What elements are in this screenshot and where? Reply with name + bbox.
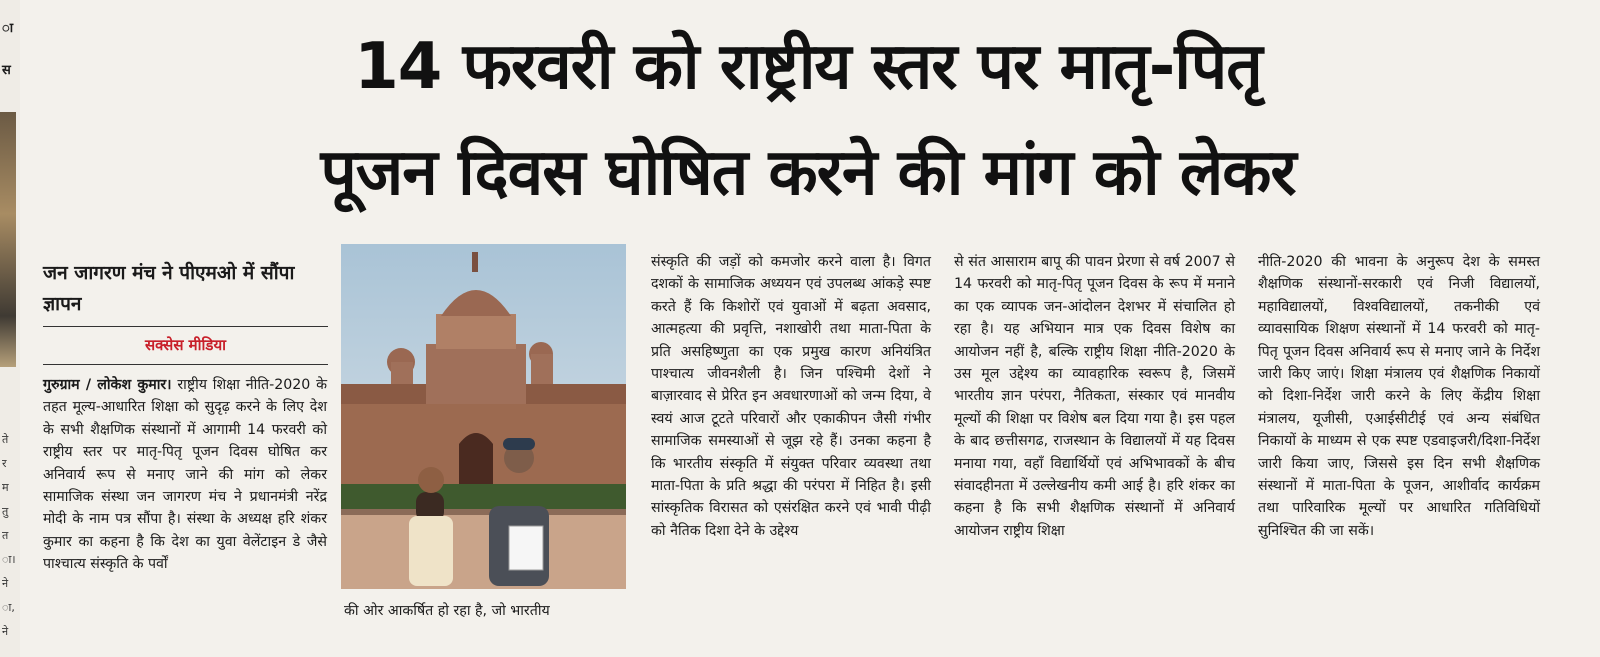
headline xyxy=(28,14,1588,226)
adjacent-photo xyxy=(0,112,16,367)
fragment: ने xyxy=(2,625,9,638)
headline-line-1: 14 फरवरी को राष्ट्रीय स्तर पर मातृ-पितृ xyxy=(354,30,1262,104)
divider xyxy=(43,364,328,365)
byline: गुरुग्राम / लोकेश कुमार। xyxy=(43,377,172,393)
fragment: स xyxy=(2,63,11,78)
fragment: ा, xyxy=(2,601,15,614)
adjacent-article-strip xyxy=(0,0,20,657)
fragment: म xyxy=(2,481,9,494)
article-column-5: नीति-2020 की भावना के अनुरूप देश के समस्त शैक्षणिक संस्थानों-सरकारी एवं निजी विद्यालयों, महाविद्यालयों, विश्वविद्यालयों, तकनीकी एवं व्यावसायिक शिक्षण संस्थानों में 14 फरवरी को मातृ-पितृ पूजन दिवस अनिवार्य रूप से मनाए जाने के निर्देश जारी किए जाएं। शिक्षा मंत्रालय एवं शैक्षणिक निकायों को दिशा-निर्देश जारी करने के लिए केंद्रीय शिक्षा मंत्रालय, यूजीसी, एआईसीटीई एवं अन्य संबंधित निकायों के माध्यम से एक स्पष्ट एडवाइजरी/दिशा-निर्देश जारी किया जाए, जिससे इस दिन सभी शैक्षणिक संस्थानों में माता-पिता के पूजन, आशीर्वाद कार्यक्रम तथा पारिवारिक मूल्यों पर आधारित गतिविधियों सुनिश्चित की जा सकें। xyxy=(1258,254,1540,539)
article-column-1 xyxy=(43,374,327,576)
fragment: ा। xyxy=(2,553,16,566)
article-photo xyxy=(341,244,626,589)
headline-line-2: पूजन दिवस घोषित करने की मांग को लेकर xyxy=(320,136,1296,210)
fragment: ने xyxy=(2,577,9,590)
divider xyxy=(43,326,328,327)
body-text: राष्ट्रीय शिक्षा नीति-2020 के तहत मूल्य-आधारित शिक्षा को सुदृढ़ करने के लिए देश के सभी शैक्षणिक संस्थानों में आगामी 14 फरवरी को राष्ट्रीय स्तर पर मातृ-पितृ पूजन दिवस घोषित कर अनिवार्य रूप से मनाए जाने की मांग को लेकर सामाजिक संस्था जन जागरण मंच ने प्रधानमंत्री नरेंद्र मोदी के नाम पत्र सौंपा है। संस्था के अध्यक्ष हरि शंकर कुमार का कहना है कि देश का युवा वेलेंटाइन डे जैसे पाश्चात्य संस्कृति के पर्वों xyxy=(43,377,327,573)
photo-caption-continuation: की ओर आकर्षित हो रहा है, जो भारतीय xyxy=(344,603,550,619)
agency-credit: सक्सेस मीडिया xyxy=(144,336,227,354)
fragment: तु xyxy=(2,505,9,518)
article-column-3: संस्कृति की जड़ों को कमजोर करने वाला है। विगत दशकों के सामाजिक अध्ययन एवं उपलब्ध आंकड़े स्पष्ट करते हैं कि किशोरों एवं युवाओं में बढ़ता अवसाद, आत्महत्या की प्रवृत्ति, नशाखोरी तथा माता-पिता के प्रति असहिष्णुता का एक प्रमुख कारण अनियंत्रित पाश्चात्य जीवनशैली है। जिन पश्चिमी देशों ने बाज़ारवाद से प्रेरित इन अवधारणाओं को जन्म दिया, वे स्वयं आज टूटते परिवारों और एकाकीपन जैसी गंभीर सामाजिक समस्याओं से जूझ रहे हैं। उनका कहना है कि भारतीय संस्कृति में संयुक्त परिवार व्यवस्था तथा माता-पिता के प्रति श्रद्धा की परंपरा में निहित है। इसी सांस्कृतिक विरासत को एसंरक्षित करने एवं भावी पीढ़ी को नैतिक दिशा देने के उद्देश्य xyxy=(651,254,931,539)
subheadline: जन जागरण मंच ने पीएमओ में सौंपा ज्ञापन xyxy=(43,262,295,315)
fragment: त xyxy=(2,529,9,542)
fragment: ा xyxy=(2,21,14,36)
fragment: र xyxy=(2,457,7,470)
fragment: ते xyxy=(2,433,9,446)
article-column-4: से संत आसाराम बापू की पावन प्रेरणा से वर्ष 2007 से 14 फरवरी को मातृ-पितृ पूजन दिवस के रूप में मनाने का एक व्यापक जन-आंदोलन देशभर में संचालित हो रहा है। यह अभियान मात्र एक दिवस विशेष का आयोजन नहीं है, बल्कि राष्ट्रीय शिक्षा नीति-2020 के उस मूल उद्देश्य का व्यावहारिक स्वरूप है, जिसमें भारतीय ज्ञान परंपरा, नैतिकता, संस्कार एवं मानवीय मूल्यों की शिक्षा पर विशेष बल दिया गया है। इस पहल के बाद छत्तीसगढ, राजस्थान के विद्यालयों में यह दिवस मनाया गया, वहाँ विद्यार्थियों एवं अभिभावकों के बीच संवादहीनता में उल्लेखनीय कमी आई है। हरि शंकर का कहना है कि सभी शैक्षणिक संस्थानों में अनिवार्य आयोजन राष्ट्रीय शिक्षा xyxy=(954,254,1235,539)
